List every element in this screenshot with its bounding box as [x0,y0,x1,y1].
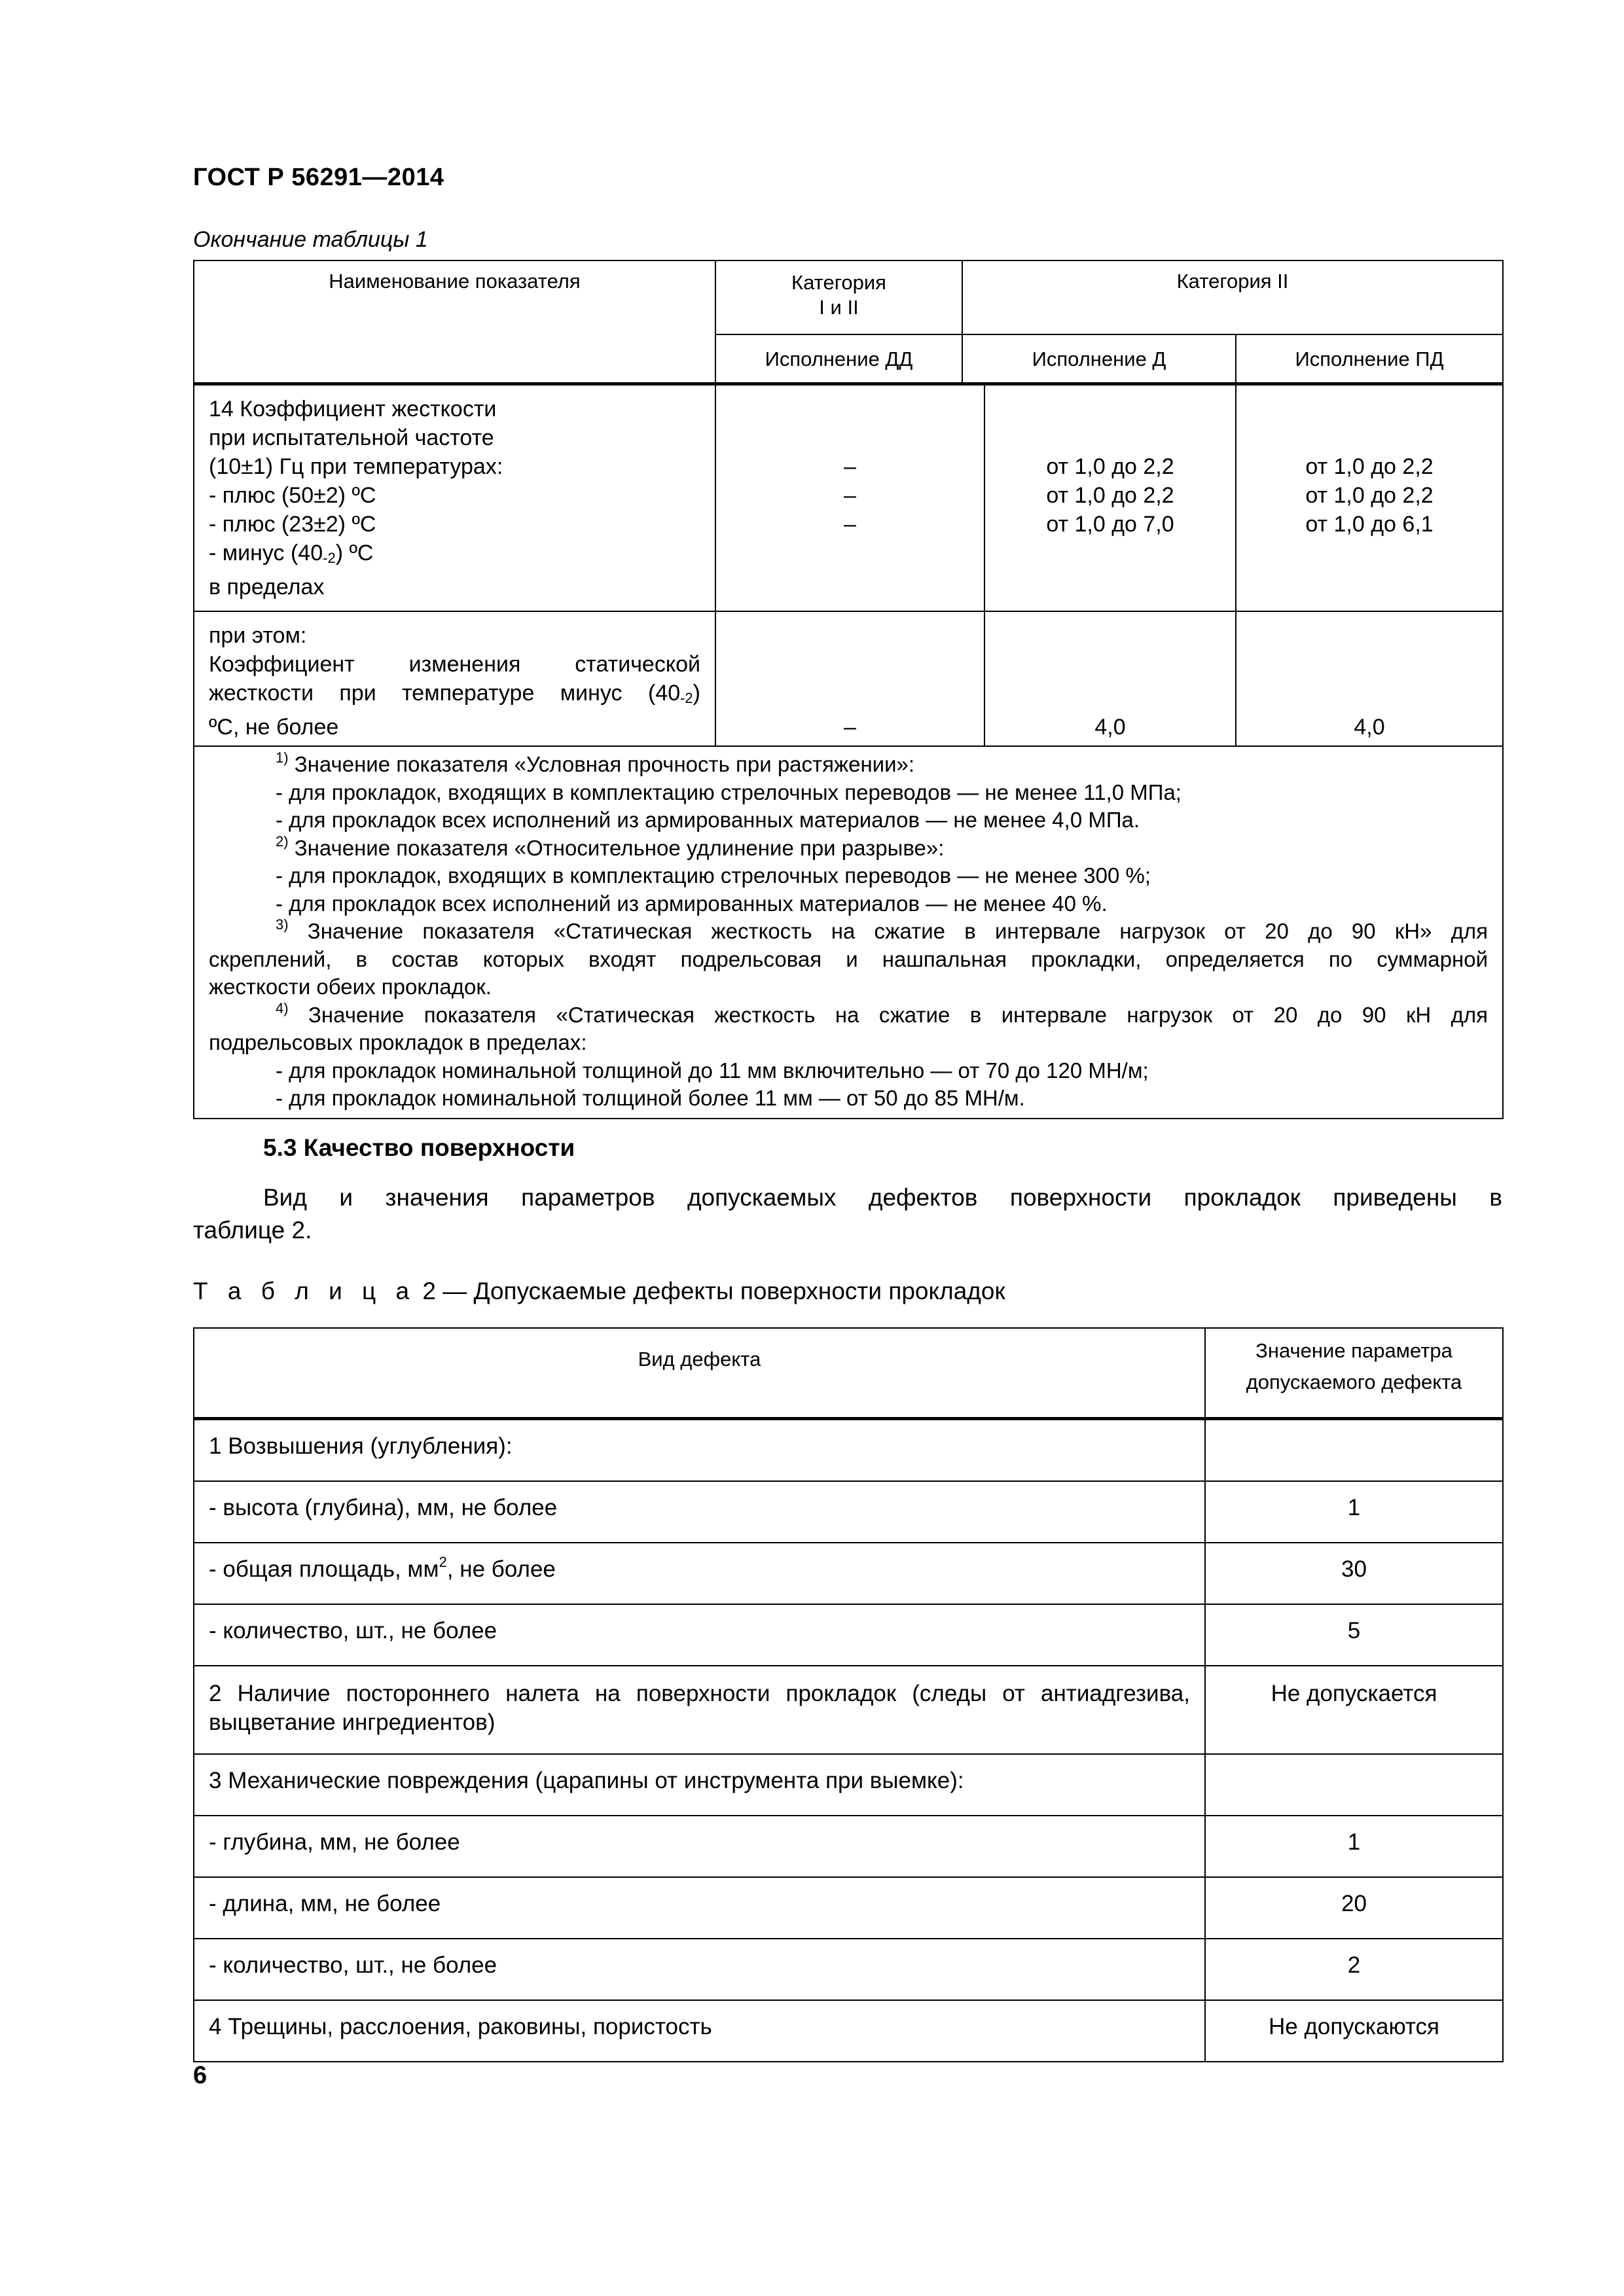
section-title: 5.3 Качество поверхности [263,1134,575,1161]
defect-value: 2 [1205,1939,1503,2000]
table-2 [193,1327,1504,2062]
header-category-1-2: Категория I и II [715,260,962,334]
defect-value: 1 [1205,1816,1503,1877]
defect-name: 2 Наличие постороннего налета на поверхности прокладок (следы от антиадгезива, выцветание ингредиентов) [194,1666,1205,1754]
header-category-2: Категория II [962,260,1503,334]
row-14-d: от 1,0 до 2,2 от 1,0 до 2,2 от 1,0 до 7,0 [984,384,1236,612]
defect-name: - высота (глубина), мм, не более [194,1481,1205,1543]
header-defect-value: Значение параметра допускаемого дефекта [1205,1328,1503,1419]
defect-value: Не допускается [1205,1666,1503,1754]
table-row [194,1543,1503,1604]
defect-name: - количество, шт., не более [194,1939,1205,2000]
page-number: 6 [193,2062,208,2089]
row-14-name: 14 Коэффициент жесткости при испытательной частоте (10±1) Гц при температурах: - плюс (50±2) ºС - плюс (23±2) ºС - минус (40-2) ºС в пределах [194,384,715,612]
row-static-pd: 4,0 [1236,611,1503,746]
table-row [194,1666,1503,1754]
table-row [194,1419,1503,1482]
defect-name: 3 Механические повреждения (царапины от инструмента при выемке): [194,1754,1205,1816]
header-exec-d: Исполнение Д [962,334,1236,384]
defect-value: 5 [1205,1604,1503,1666]
defect-name: 4 Трещины, расслоения, раковины, пористость [194,2000,1205,2062]
table-row [194,1754,1503,1816]
defect-name: 1 Возвышения (углубления): [194,1419,1205,1482]
table-row [194,1816,1503,1877]
header-defect-type: Вид дефекта [194,1328,1205,1419]
row-static-d: 4,0 [984,611,1236,746]
document-code: ГОСТ Р 56291—2014 [193,164,444,191]
table-row [194,2000,1503,2062]
header-indicator-name: Наименование показателя [194,260,715,384]
header-exec-dd: Исполнение ДД [715,334,962,384]
defect-value: 30 [1205,1543,1503,1604]
defect-name: - общая площадь, $мм^2$, не более [194,1543,1205,1604]
defect-value: Не допускаются [1205,2000,1503,2062]
table-1 [193,260,1504,1119]
table-2-caption: Т а б л и ц а 2 — Допускаемые дефекты поверхности прокладок [193,1278,1005,1304]
section-paragraph-line1: Вид и значения параметров допускаемых дефектов поверхности прокладок приведены в [263,1184,1502,1211]
defect-name: - количество, шт., не более [194,1604,1205,1666]
defect-value [1205,1754,1503,1816]
defect-name: - глубина, мм, не более [194,1816,1205,1877]
table-continuation-label: Окончание таблицы 1 [193,227,428,252]
table-1-footnotes: $^{1)}$ Значение показателя «Условная прочность при растяжении»: - для прокладок, входящих в комплектацию стрелочных переводов — не менее 11,0 МПа; - для прокладок всех исполнений из армированных материалов — не менее 4,0 МПа. $^{2)}$ Значение показателя «Относительное удлинение при разрыве»: - для прокладок, входящих в комплектацию стрелочных переводов — не менее 300 %; - для прокладок всех исполнений из армированных материалов — не менее 40 %. $^{3)}$ Значение показателя «Статическая жесткость на сжатие в интервале нагрузок от 20 до 90 кН» для скреплений, в состав которых входят подрельсовая и нашпальная прокладки, определяется по суммарной жесткости обеих прокладок. $^{4)}$ Значение показателя «Статическая жесткость на сжатие в интервале нагрузок от 20 до 90 кН для подрельсовых прокладок в пределах: - для прокладок номинальной толщиной до 11 мм включительно — от 70 до 120 МН/м; - для прокладок номинальной толщиной более 11 мм — от 50 до 85 МН/м. [194,746,1503,1119]
defect-value: 20 [1205,1877,1503,1939]
table-row [194,1481,1503,1543]
row-static-name: при этом: Коэффициент изменения статической жесткости при температуре минус (40-2) ºС, не более [194,611,715,746]
section-paragraph-line2: таблице 2. [193,1217,312,1244]
row-14-dd: – – – [715,384,984,612]
table-row [194,1939,1503,2000]
row-static-dd: – [715,611,984,746]
defect-value [1205,1419,1503,1482]
defect-value: 1 [1205,1481,1503,1543]
defect-name: - длина, мм, не более [194,1877,1205,1939]
row-14-pd: от 1,0 до 2,2 от 1,0 до 2,2 от 1,0 до 6,1 [1236,384,1503,612]
header-exec-pd: Исполнение ПД [1236,334,1503,384]
table-row [194,1877,1503,1939]
table-row [194,1604,1503,1666]
